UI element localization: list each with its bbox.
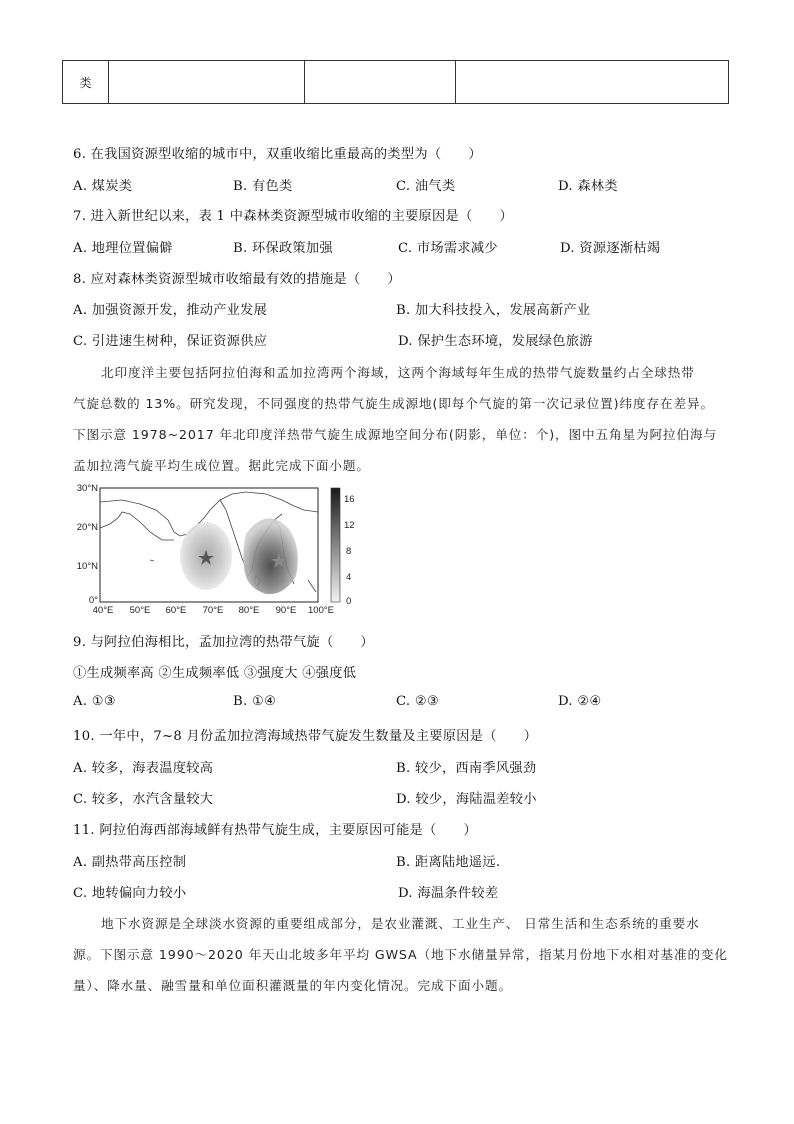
option-10c: C. 较多，水汽含量较大 xyxy=(73,792,214,807)
option-6a: A. 煤炭类 xyxy=(73,179,133,194)
table-row xyxy=(63,61,729,104)
x-tick-label: 100°E xyxy=(308,605,334,616)
y-tick-label: 10°N xyxy=(76,561,98,572)
passage-1-line-3: 下图示意 1978~2017 年北印度洋热带气旋生成源地空间分布(阴影，单位：个)，图中五角星为阿拉伯海与 xyxy=(73,427,717,442)
option-6d: D. 森林类 xyxy=(558,179,618,194)
passage-1-line-2: 气旋总数的 13%。研究发现，不同强度的热带气旋生成源地(即每个气旋的第一次记录位置)纬度存在差异。 xyxy=(73,396,714,411)
option-9a: A. ①③ xyxy=(73,694,117,709)
table-cell: 类 xyxy=(63,61,109,104)
colorbar xyxy=(331,488,340,602)
colorbar-tick-label: 12 xyxy=(344,520,355,531)
question-9-choices: ①生成频率高 ②生成频率低 ③强度大 ④强度低 xyxy=(73,666,357,681)
table-cell xyxy=(109,61,305,104)
colorbar-tick-label: 4 xyxy=(346,572,352,583)
option-11b: B. 距离陆地遥远. xyxy=(396,855,501,870)
option-6c: C. 油气类 xyxy=(396,179,456,194)
colorbar-tick-label: 16 xyxy=(344,494,355,505)
colorbar-tick-label: 8 xyxy=(346,546,352,557)
colorbar-tick-label: 0 xyxy=(346,596,352,607)
option-8b: B. 加大科技投入，发展高新产业 xyxy=(396,303,591,318)
option-7a: A. 地理位置偏僻 xyxy=(73,241,173,256)
option-7b: B. 环保政策加强 xyxy=(233,241,333,256)
option-8a: A. 加强资源开发，推动产业发展 xyxy=(73,303,268,318)
table-cell xyxy=(305,61,456,104)
table-cell xyxy=(456,61,729,104)
option-7c: C. 市场需求减少 xyxy=(398,241,498,256)
x-tick-label: 40°E xyxy=(92,605,114,616)
option-10d: D. 较少，海陆温差较小 xyxy=(396,792,537,807)
question-10-stem: 10. 一年中，7~8 月份孟加拉湾海域热带气旋发生数量及主要原因是（ ） xyxy=(73,729,538,744)
x-tick-label: 70°E xyxy=(202,605,224,616)
question-7-stem: 7. 进入新世纪以来，表 1 中森林类资源型城市收缩的主要原因是（ ） xyxy=(73,209,513,224)
question-11-stem: 11. 阿拉伯海西部海域鲜有热带气旋生成，主要原因可能是（ ） xyxy=(73,823,478,838)
option-9c: C. ②③ xyxy=(396,694,440,709)
option-9d: D. ②④ xyxy=(558,694,602,709)
cyclone-genesis-map xyxy=(70,480,360,618)
option-6b: B. 有色类 xyxy=(233,179,293,194)
question-9-stem: 9. 与阿拉伯海相比，孟加拉湾的热带气旋（ ） xyxy=(73,635,374,650)
option-8c: C. 引进速生树种，保证资源供应 xyxy=(73,334,268,349)
passage-2-line-3: 量）、降水量、融雪量和单位面积灌溉量的年内变化情况。完成下面小题。 xyxy=(73,978,512,993)
option-8d: D. 保护生态环境，发展绿色旅游 xyxy=(398,334,593,349)
x-tick-label: 60°E xyxy=(165,605,187,616)
option-11d: D. 海温条件较差 xyxy=(398,886,499,901)
passage-2-line-1: 地下水资源是全球淡水资源的重要组成部分，是农业灌溉、工业生产、 日常生活和生态系统的重要水 xyxy=(101,916,700,931)
y-tick-label: 0° xyxy=(88,595,98,606)
option-11a: A. 副热带高压控制 xyxy=(73,855,187,870)
option-9b: B. ①④ xyxy=(233,694,277,709)
y-tick-label: 20°N xyxy=(76,522,98,533)
passage-1-line-4: 孟加拉湾气旋平均生成位置。据此完成下面小题。 xyxy=(73,458,370,473)
passage-2-line-2: 源。下图示意 1990～2020 年天山北坡多年平均 GWSA（地下水储量异常，指某月份地下水相对基准的变化 xyxy=(73,947,728,962)
x-tick-label: 80°E xyxy=(238,605,260,616)
option-11c: C. 地转偏向力较小 xyxy=(73,886,187,901)
x-tick-label: 50°E xyxy=(129,605,151,616)
table-fragment xyxy=(62,60,729,104)
question-6-stem: 6. 在我国资源型收缩的城市中，双重收缩比重最高的类型为（ ） xyxy=(73,147,482,162)
passage-1-line-1: 北印度洋主要包括阿拉伯海和孟加拉湾两个海域，这两个海域每年生成的热带气旋数量约占全球热带 xyxy=(101,365,695,380)
y-tick-label: 30°N xyxy=(76,483,98,494)
question-8-stem: 8. 应对森林类资源型城市收缩最有效的措施是（ ） xyxy=(73,272,401,287)
option-7d: D. 资源逐渐枯竭 xyxy=(560,241,661,256)
option-10b: B. 较少，西南季风强劲 xyxy=(396,761,537,776)
x-tick-label: 90°E xyxy=(275,605,297,616)
option-10a: A. 较多，海表温度较高 xyxy=(73,761,214,776)
